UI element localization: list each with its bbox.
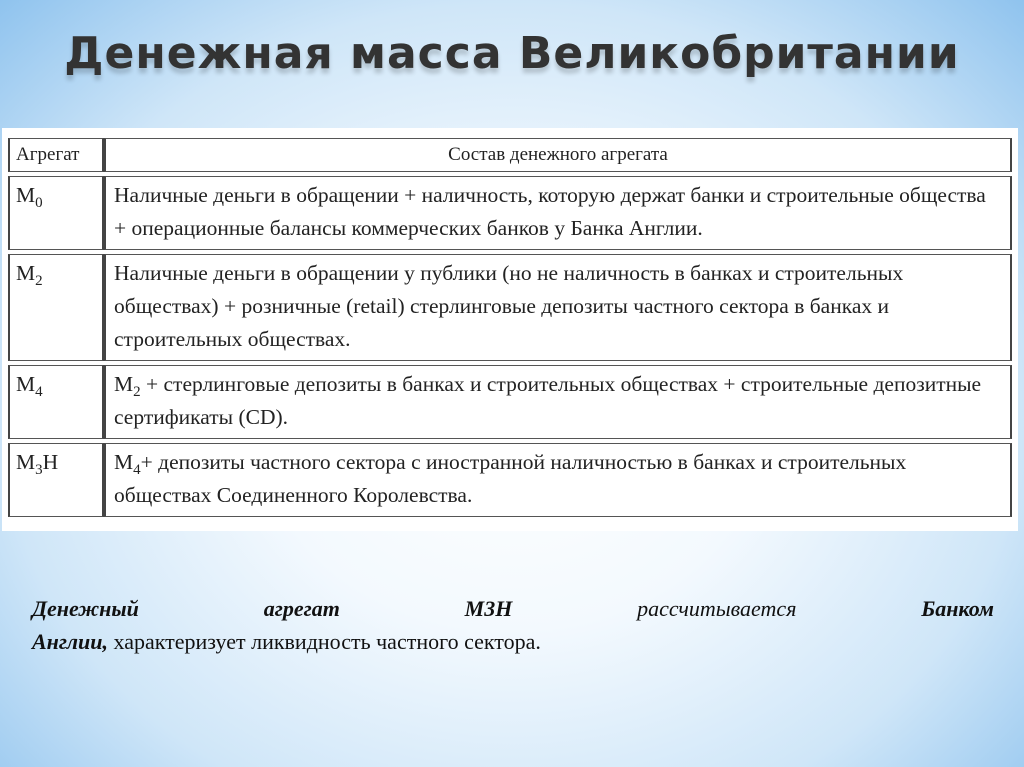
composition-text: Наличные деньги в обращении у публики (но не наличность в банках и строительных обществах) + розничные (retail) стерлинговые депозиты частного сектора в банках и строительных обществах. [114, 261, 904, 351]
composition-prefix-subscript: 4 [133, 462, 141, 478]
composition-text: + депозиты частного сектора с иностранной наличностью в банках и строительных обществах Соединенного Королевства. [114, 450, 907, 507]
aggregate-main: M [16, 372, 36, 396]
aggregate-cell [8, 365, 104, 439]
aggregates-table [8, 134, 1012, 521]
header-composition: Состав денежного агрегата [104, 138, 1012, 172]
note-paragraph [32, 592, 994, 658]
note-word: Банком [921, 596, 994, 621]
note-word: Денежный [32, 596, 139, 621]
aggregate-cell [8, 443, 104, 517]
note-line-2 [32, 625, 994, 658]
composition-cell [104, 443, 1012, 517]
composition-text: Наличные деньги в обращении + наличность, которую держат банки и строительные общества + операционные балансы коммерческих банков у Банка Англии. [114, 183, 986, 240]
aggregate-cell [8, 254, 104, 361]
table-row [8, 254, 1012, 361]
aggregate-tail: H [42, 450, 59, 474]
aggregate-subscript: 0 [35, 195, 43, 211]
composition-cell [104, 365, 1012, 439]
aggregate-main: M [16, 261, 36, 285]
composition-cell [104, 254, 1012, 361]
aggregate-subscript: 3 [35, 462, 43, 478]
note-word: рассчитывается [637, 596, 797, 621]
aggregates-table-panel [2, 128, 1018, 531]
composition-cell [104, 176, 1012, 250]
composition-prefix: M [114, 372, 134, 396]
note-line-1 [32, 592, 994, 625]
table-header-row [8, 138, 1012, 172]
aggregate-subscript: 2 [35, 273, 43, 289]
aggregate-main: M [16, 450, 36, 474]
aggregate-main: M [16, 183, 36, 207]
table-row [8, 176, 1012, 250]
table-row [8, 365, 1012, 439]
header-aggregate: Агрегат [8, 138, 104, 172]
page-title: Денежная масса Великобритании [64, 28, 960, 79]
aggregate-subscript: 4 [35, 384, 43, 400]
aggregate-cell [8, 176, 104, 250]
composition-prefix-subscript: 2 [133, 384, 141, 400]
note-word: Англии, [32, 629, 108, 654]
composition-text: + стерлинговые депозиты в банках и строительных обществах + строительные депозитные сертификаты (CD). [114, 372, 982, 429]
note-word: М3Н [464, 596, 513, 621]
table-row [8, 443, 1012, 517]
note-word: агрегат [263, 596, 340, 621]
note-rest: характеризует ликвидность частного сектора. [107, 629, 541, 654]
composition-prefix: M [114, 450, 134, 474]
